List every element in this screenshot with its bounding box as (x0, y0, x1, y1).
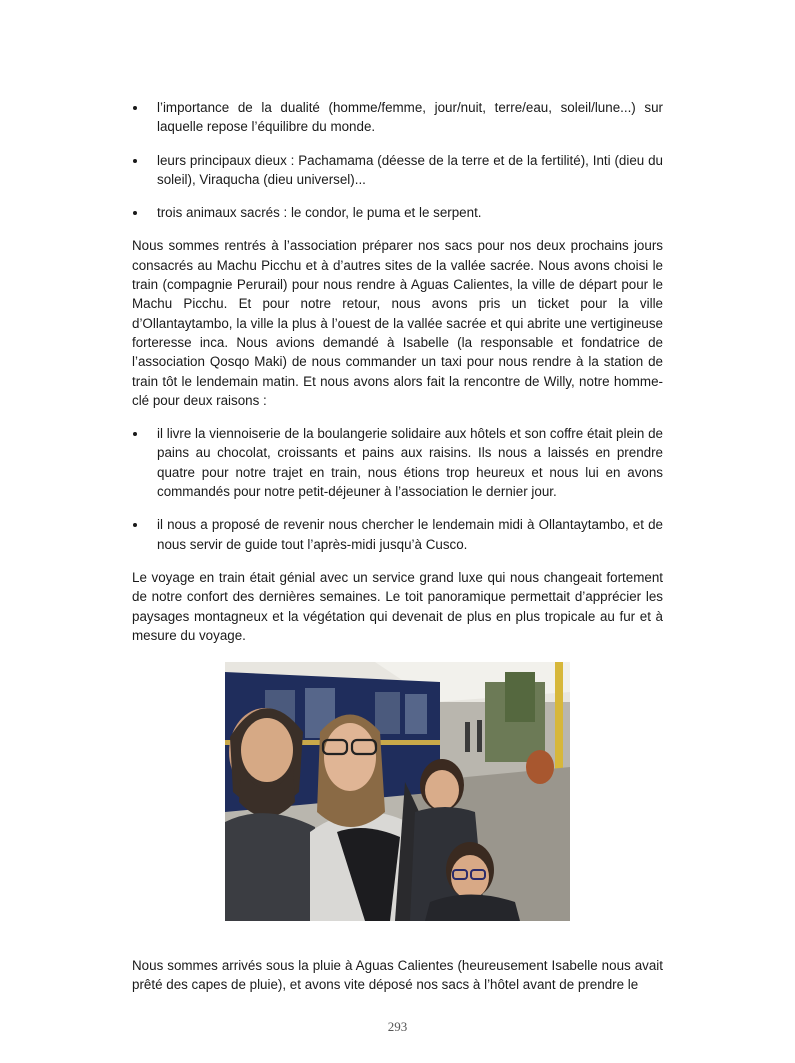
paragraph-train-trip: Le voyage en train était génial avec un service grand luxe qui nous changeait fortement de notre confort des dernières semaines. Le toit panoramique permettait d’apprécier les paysages montagneux et la végétation qui devenait de plus en plus tropicale au fur et à mesure du voyage. (132, 569, 663, 643)
bullet-bakery: il livre la viennoiserie de la boulangerie solidaire aux hôtels et son coffre était plein de pains au chocolat, croissants et pains aux raisins. Ils nous a laissés en prendre quatre pour notre trajet en train, nous étions trop heureux et nous lui en avons commandés pour notre petit-déjeuner à l’association le dernier jour. (132, 424, 663, 501)
family-train-photo (225, 662, 570, 921)
bullet-duality: l’importance de la dualité (homme/femme, jour/nuit, terre/eau, soleil/lune...) sur laquelle repose l’équilibre du monde. (132, 98, 663, 137)
bullet-guide: il nous a proposé de revenir nous chercher le lendemain midi à Ollantaytambo, et de nous servir de guide tout l’après-midi jusqu’à Cusco. (132, 515, 663, 554)
bullet-gods: leurs principaux dieux : Pachamama (déesse de la terre et de la fertilité), Inti (dieu du soleil), Viraqucha (dieu universel)... (132, 151, 663, 190)
page-number: 293 (387, 1019, 408, 1034)
main-text (132, 98, 663, 659)
continued-text (132, 956, 663, 1009)
bullet-animals: trois animaux sacrés : le condor, le puma et le serpent. (132, 203, 663, 222)
paragraph-arrival: Nous sommes arrivés sous la pluie à Aguas Calientes (heureusement Isabelle nous avait prêté des capes de pluie), et avons vite déposé nos sacs à l’hôtel avant de prendre le (132, 958, 663, 993)
paragraph-association: Nous sommes rentrés à l’association préparer nos sacs pour nos deux prochains jours consacrés au Machu Picchu et à d’autres sites de la vallée sacrée. Nous avons choisi le train (compagnie Perurail) pour nous rendre à Aguas Calientes, la ville de départ pour le Machu Picchu. Et pour notre retour, nous avons pris un ticket pour la ville d’Ollantaytambo, la ville la plus à l’ouest de la vallée sacrée et qui abrite une vertigineuse forteresse inca. Nous avions demandé à Isabelle (la responsable et fondatrice de l’association Qosqo Maki) de nous commander un taxi pour nous rendre à la station de train tôt le lendemain matin. Et nous avons alors fait la rencontre de Willy, notre homme-clé pour deux raisons : (132, 238, 663, 408)
